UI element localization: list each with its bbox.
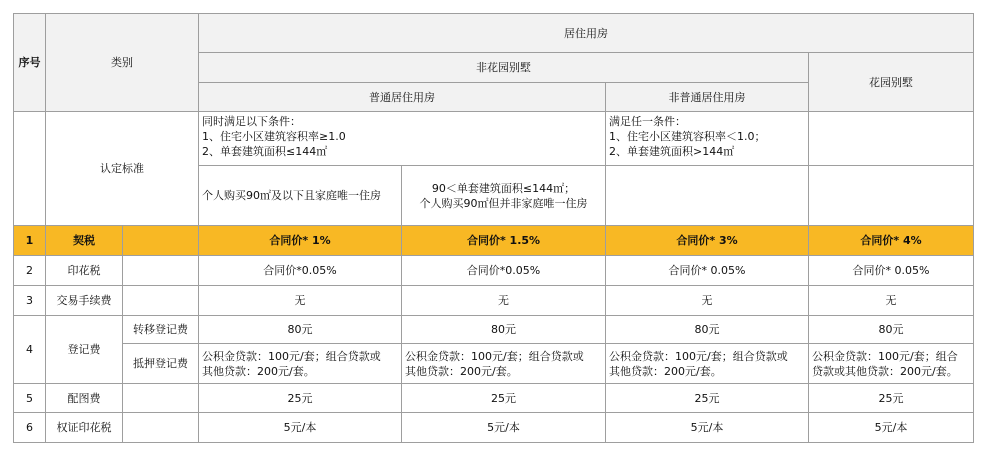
row-name: 登记费 <box>46 316 123 384</box>
row-name: 契税 <box>46 226 123 256</box>
row-sub-empty <box>123 413 199 443</box>
row-seq: 1 <box>14 226 46 256</box>
non-ordinary-criteria-line1: 满足任一条件： <box>609 115 686 128</box>
cell-villa <box>809 344 974 384</box>
cell-ordinary-b: 合同价*0.05% <box>402 256 606 286</box>
non-ordinary-criteria <box>606 112 809 166</box>
row-sub-empty <box>123 286 199 316</box>
cell-ordinary-a: 25元 <box>199 384 402 413</box>
cell-ordinary-a: 无 <box>199 286 402 316</box>
row-sub-name: 抵押登记费 <box>123 344 199 384</box>
non-ordinary-criteria-line3: 2、单套建筑面积>144㎡ <box>609 145 735 158</box>
cell-ordinary-b: 无 <box>402 286 606 316</box>
row-name: 权证印花税 <box>46 413 123 443</box>
cell-line2: 其他贷款：200元/套。 <box>202 364 315 378</box>
cell-non-ordinary: 80元 <box>606 316 809 344</box>
cell-ordinary-b <box>402 344 606 384</box>
ordinary-criteria-line1: 同时满足以下条件： <box>202 115 301 128</box>
row-seq: 3 <box>14 286 46 316</box>
table-row-registration-mortgage <box>14 344 974 384</box>
cell-ordinary-a: 80元 <box>199 316 402 344</box>
ordinary-criteria-line2: 1、住宅小区建筑容积率≥1.0 <box>202 130 346 143</box>
cell-villa: 合同价* 4% <box>809 226 974 256</box>
row-sub-empty <box>123 384 199 413</box>
row-name: 印花税 <box>46 256 123 286</box>
table-row-registration-transfer <box>14 316 974 344</box>
criteria-label: 认定标准 <box>46 112 199 226</box>
cell-non-ordinary: 合同价* 3% <box>606 226 809 256</box>
criteria-row-top <box>14 112 974 166</box>
cell-ordinary-b: 25元 <box>402 384 606 413</box>
cell-non-ordinary: 25元 <box>606 384 809 413</box>
villa-sub-empty <box>809 166 974 226</box>
row-sub-name: 转移登记费 <box>123 316 199 344</box>
cell-line1: 公积金贷款：100元/套；组合贷款或 <box>609 349 788 363</box>
row-name: 配图费 <box>46 384 123 413</box>
cell-villa: 80元 <box>809 316 974 344</box>
cell-non-ordinary: 合同价* 0.05% <box>606 256 809 286</box>
row-sub-empty <box>123 226 199 256</box>
cell-line1: 公积金贷款：100元/套；组合贷款或 <box>405 349 584 363</box>
seq-header: 序号 <box>14 14 46 112</box>
residential-header: 居住用房 <box>199 14 974 53</box>
row-seq: 2 <box>14 256 46 286</box>
row-seq: 4 <box>14 316 46 384</box>
cell-villa: 25元 <box>809 384 974 413</box>
row-sub-empty <box>123 256 199 286</box>
cell-ordinary-b: 5元/本 <box>402 413 606 443</box>
fee-table-wrapper <box>13 13 974 443</box>
cell-ordinary-b: 合同价* 1.5% <box>402 226 606 256</box>
cell-ordinary-a: 合同价* 1% <box>199 226 402 256</box>
cell-non-ordinary: 5元/本 <box>606 413 809 443</box>
cell-line2: 贷款或其他贷款：200元/套。 <box>812 364 958 378</box>
ordinary-criteria-line3: 2、单套建筑面积≤144㎡ <box>202 145 328 158</box>
table-row-transaction-fee <box>14 286 974 316</box>
cell-line2: 其他贷款：200元/套。 <box>609 364 722 378</box>
table-row-certificate-stamp-tax <box>14 413 974 443</box>
criteria-sub-b-line1: 90＜单套建筑面积≤144㎡； <box>431 181 576 195</box>
cell-villa: 无 <box>809 286 974 316</box>
table-row-deed-tax <box>14 226 974 256</box>
non-ordinary-criteria-line2: 1、住宅小区建筑容积率＜1.0； <box>609 130 766 143</box>
criteria-sub-a: 个人购买90㎡及以下且家庭唯一住房 <box>199 166 402 226</box>
criteria-sub-b <box>402 166 606 226</box>
villa-criteria-empty <box>809 112 974 166</box>
cell-ordinary-a: 合同价*0.05% <box>199 256 402 286</box>
ordinary-header: 普通居住用房 <box>199 83 606 112</box>
non-ordinary-header: 非普通居住用房 <box>606 83 809 112</box>
cell-ordinary-a <box>199 344 402 384</box>
criteria-sub-b-line2: 个人购买90㎡但并非家庭唯一住房 <box>419 196 588 210</box>
cell-non-ordinary <box>606 344 809 384</box>
row-seq: 6 <box>14 413 46 443</box>
cell-ordinary-a: 5元/本 <box>199 413 402 443</box>
housing-tax-fee-table <box>13 13 974 443</box>
cell-villa: 5元/本 <box>809 413 974 443</box>
header-row-1 <box>14 14 974 53</box>
table-row-map-fee <box>14 384 974 413</box>
cell-line1: 公积金贷款：100元/套；组合贷款或 <box>202 349 381 363</box>
row-name: 交易手续费 <box>46 286 123 316</box>
cell-ordinary-b: 80元 <box>402 316 606 344</box>
cell-villa: 合同价* 0.05% <box>809 256 974 286</box>
ordinary-criteria <box>199 112 606 166</box>
row-seq: 5 <box>14 384 46 413</box>
cell-line2: 其他贷款：200元/套。 <box>405 364 518 378</box>
cell-line1: 公积金贷款：100元/套；组合 <box>812 349 958 363</box>
villa-header: 花园别墅 <box>809 53 974 112</box>
table-row-stamp-tax <box>14 256 974 286</box>
non-villa-header: 非花园别墅 <box>199 53 809 83</box>
criteria-seq-empty <box>14 112 46 226</box>
cell-non-ordinary: 无 <box>606 286 809 316</box>
non-ordinary-sub-empty <box>606 166 809 226</box>
category-header: 类别 <box>46 14 199 112</box>
